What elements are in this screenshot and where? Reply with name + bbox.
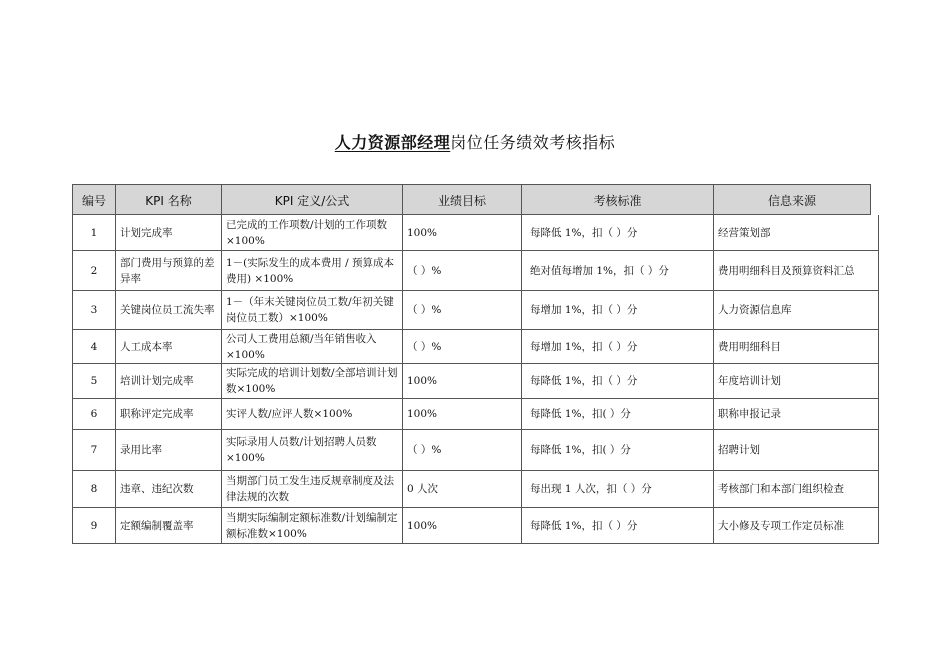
cell-source: 职称申报记录 [714, 399, 879, 429]
cell-kpi-name: 录用比率 [116, 430, 222, 470]
cell-kpi-name: 定额编制覆盖率 [116, 508, 222, 543]
cell-number: 1 [73, 215, 116, 250]
cell-number: 6 [73, 399, 116, 429]
cell-target: 100% [403, 364, 522, 398]
table-header [72, 184, 871, 215]
cell-kpi-definition: 实际录用人员数/计划招聘人员数×100% [222, 430, 403, 470]
cell-target: （ ）% [403, 430, 522, 470]
cell-kpi-definition: 公司人工费用总额/当年销售收入×100% [222, 330, 403, 363]
cell-target: 0 人次 [403, 471, 522, 507]
cell-standard: 每出现 1 人次，扣（ ）分 [522, 471, 714, 507]
header-kpi-definition: KPI 定义/公式 [222, 185, 403, 216]
header-number: 编号 [73, 185, 116, 216]
cell-source: 人力资源信息库 [714, 291, 879, 329]
cell-source: 费用明细科目及预算资料汇总 [714, 251, 879, 290]
cell-standard: 每降低 1%，扣( ）分 [522, 399, 714, 429]
title-emphasis: 人力资源部经理 [334, 133, 451, 152]
table-row [73, 215, 879, 251]
cell-kpi-name: 部门费用与预算的差异率 [116, 251, 222, 290]
cell-standard: 每增加 1%，扣（ ）分 [522, 291, 714, 329]
cell-kpi-definition: 实评人数/应评人数×100% [222, 399, 403, 429]
cell-kpi-definition: 已完成的工作项数/计划的工作项数×100% [222, 215, 403, 250]
header-source: 信息来源 [767, 194, 816, 208]
cell-standard: 每降低 1%，扣( ）分 [522, 430, 714, 470]
cell-number: 5 [73, 364, 116, 398]
table-row [73, 291, 879, 330]
cell-target: 100% [403, 399, 522, 429]
header-kpi-name: KPI 名称 [116, 185, 222, 216]
cell-target: （ ）% [403, 251, 522, 290]
table-row [73, 364, 879, 399]
cell-kpi-name: 培训计划完成率 [116, 364, 222, 398]
cell-standard: 每增加 1%，扣（ ）分 [522, 330, 714, 363]
cell-source: 招聘计划 [714, 430, 879, 470]
cell-kpi-name: 关键岗位员工流失率 [116, 291, 222, 329]
header-target: 业绩目标 [403, 185, 522, 216]
cell-number: 3 [73, 291, 116, 329]
cell-standard: 每降低 1%，扣（ ）分 [522, 215, 714, 250]
cell-target: （ ）% [403, 330, 522, 363]
cell-number: 7 [73, 430, 116, 470]
cell-kpi-name: 职称评定完成率 [116, 399, 222, 429]
table-body [72, 215, 879, 544]
header-standard: 考核标准 [522, 185, 714, 216]
cell-source: 年度培训计划 [714, 364, 879, 398]
table-row [73, 430, 879, 471]
cell-source: 费用明细科目 [714, 330, 879, 363]
cell-standard: 绝对值每增加 1%，扣（ ）分 [522, 251, 714, 290]
cell-kpi-definition: 当期部门员工发生违反规章制度及法律法规的次数 [222, 471, 403, 507]
cell-source: 大小修及专项工作定员标准 [714, 508, 879, 543]
cell-target: 100% [403, 508, 522, 543]
table-row [73, 330, 879, 364]
table-row [73, 251, 879, 291]
title-rest: 岗位任务绩效考核指标 [450, 133, 616, 152]
cell-target: 100% [403, 215, 522, 250]
cell-standard: 每降低 1%，扣（ ）分 [522, 364, 714, 398]
cell-kpi-name: 违章、违纪次数 [116, 471, 222, 507]
table-row [73, 471, 879, 508]
cell-number: 2 [73, 251, 116, 290]
cell-number: 4 [73, 330, 116, 363]
cell-kpi-definition: 1－（年末关键岗位员工数/年初关键岗位员工数）×100% [222, 291, 403, 329]
cell-kpi-definition: 当期实际编制定额标准数/计划编制定额标准数×100% [222, 508, 403, 543]
cell-number: 8 [73, 471, 116, 507]
table-row [73, 508, 879, 544]
cell-target: （ ）% [403, 291, 522, 329]
cell-source: 考核部门和本部门组织检查 [714, 471, 879, 507]
cell-source: 经营策划部 [714, 215, 879, 250]
cell-number: 9 [73, 508, 116, 543]
cell-standard: 每降低 1%，扣（ ）分 [522, 508, 714, 543]
cell-kpi-name: 人工成本率 [116, 330, 222, 363]
page-title [0, 130, 950, 153]
cell-kpi-definition: 1－(实际发生的成本费用 / 预算成本费用) ×100% [222, 251, 403, 290]
table-row [73, 399, 879, 430]
cell-kpi-name: 计划完成率 [116, 215, 222, 250]
cell-kpi-definition: 实际完成的培训计划数/全部培训计划数×100% [222, 364, 403, 398]
